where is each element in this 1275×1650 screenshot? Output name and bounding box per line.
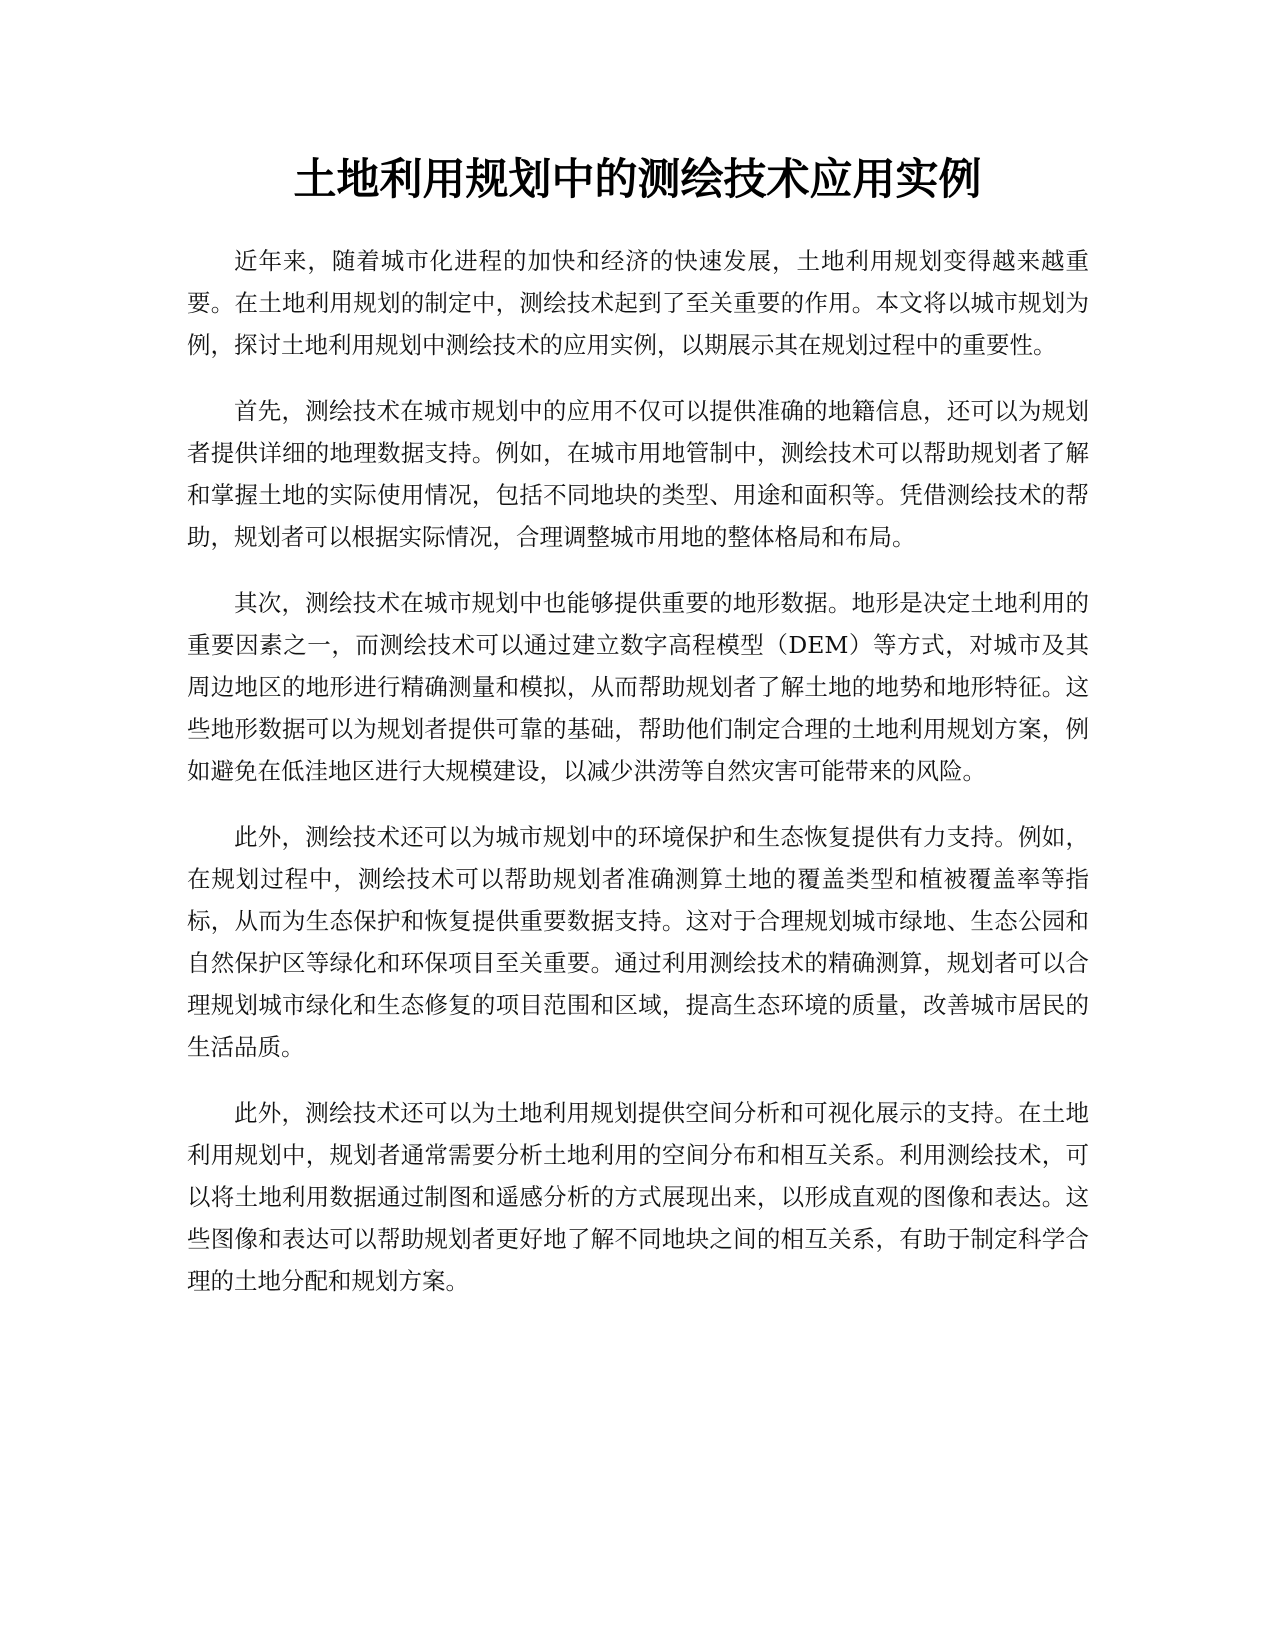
paragraph-terrain-data: 其次，测绘技术在城市规划中也能够提供重要的地形数据。地形是决定土地利用的重要因素之一，而测绘技术可以通过建立数字高程模型（DEM）等方式，对城市及其周边地区的地形进行精确测量和模拟，从而帮助规划者了解土地的地势和地形特征。这些地形数据可以为规划者提供可靠的基础，帮助他们制定合理的土地利用规划方案，例如避免在低洼地区进行大规模建设，以减少洪涝等自然灾害可能带来的风险。 [187,589,1089,785]
paragraph-cadastral-data: 首先，测绘技术在城市规划中的应用不仅可以提供准确的地籍信息，还可以为规划者提供详细的地理数据支持。例如，在城市用地管制中，测绘技术可以帮助规划者了解和掌握土地的实际使用情况，包括不同地块的类型、用途和面积等。凭借测绘技术的帮助，规划者可以根据实际情况，合理调整城市用地的整体格局和布局。 [187,397,1089,551]
paragraph-intro: 近年来，随着城市化进程的加快和经济的快速发展，土地利用规划变得越来越重要。在土地利用规划的制定中，测绘技术起到了至关重要的作用。本文将以城市规划为例，探讨土地利用规划中测绘技术的应用实例，以期展示其在规划过程中的重要性。 [187,247,1089,359]
document-title: 土地利用规划中的测绘技术应用实例 [293,155,982,205]
paragraph-spatial-analysis: 此外，测绘技术还可以为土地利用规划提供空间分析和可视化展示的支持。在土地利用规划中，规划者通常需要分析土地利用的空间分布和相互关系。利用测绘技术，可以将土地利用数据通过制图和遥感分析的方式展现出来，以形成直观的图像和表达。这些图像和表达可以帮助规划者更好地了解不同地块之间的相互关系，有助于制定科学合理的土地分配和规划方案。 [187,1099,1089,1295]
paragraph-ecology: 此外，测绘技术还可以为城市规划中的环境保护和生态恢复提供有力支持。例如，在规划过程中，测绘技术可以帮助规划者准确测算土地的覆盖类型和植被覆盖率等指标，从而为生态保护和恢复提供重要数据支持。这对于合理规划城市绿地、生态公园和自然保护区等绿化和环保项目至关重要。通过利用测绘技术的精确测算，规划者可以合理规划城市绿化和生态修复的项目范围和区域，提高生态环境的质量，改善城市居民的生活品质。 [187,823,1089,1061]
document-body [187,240,1089,1326]
